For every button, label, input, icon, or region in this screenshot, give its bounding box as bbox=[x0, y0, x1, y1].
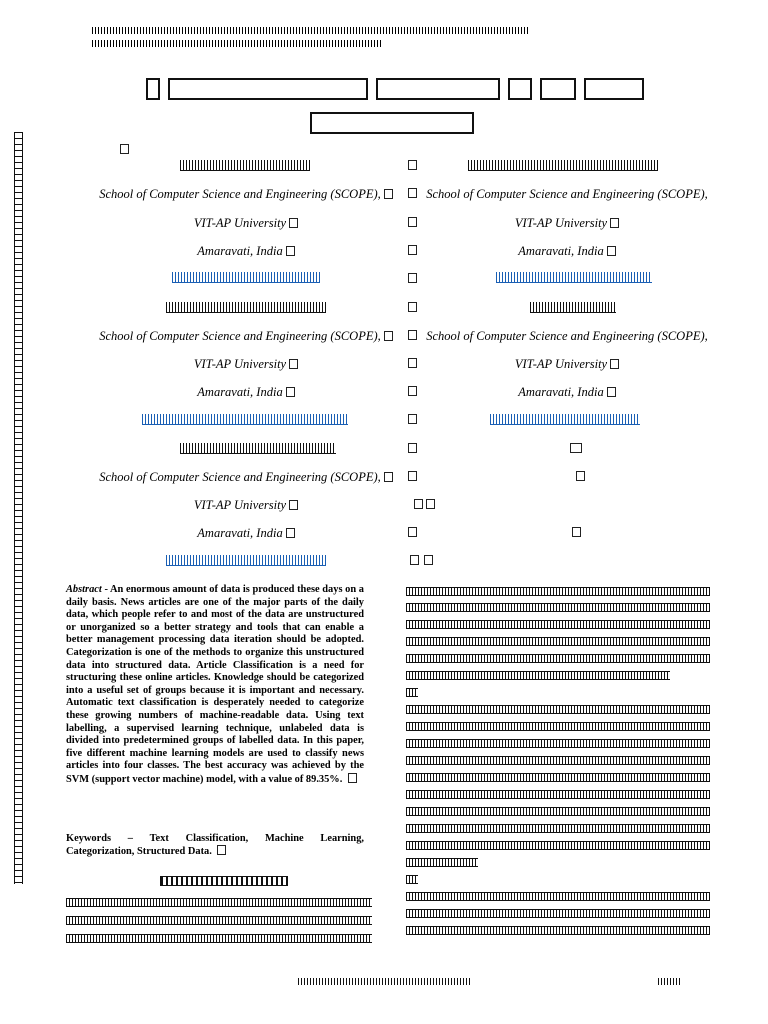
author-3-affiliation: School of Computer Science and Engineering (SCOPE), bbox=[96, 329, 396, 344]
glyph-box bbox=[414, 499, 423, 509]
author-name-5 bbox=[180, 443, 336, 454]
glyph-box bbox=[426, 499, 435, 509]
author-name-4 bbox=[530, 302, 616, 313]
author-2-affiliation: School of Computer Science and Engineering (SCOPE), bbox=[426, 187, 708, 201]
glyph-box bbox=[408, 386, 417, 396]
glyph-box bbox=[408, 358, 417, 368]
author-name-2 bbox=[468, 160, 658, 171]
author-5-email-link[interactable] bbox=[166, 555, 326, 566]
author-4-location: Amaravati, India bbox=[425, 385, 709, 400]
glyph-box bbox=[408, 527, 417, 537]
author-1-email-link[interactable] bbox=[172, 272, 320, 283]
keywords: Keywords – Text Classification, Machine Learning, Categorization, Structured Data. bbox=[66, 833, 364, 857]
glyph-box bbox=[570, 443, 582, 453]
header-line-1 bbox=[92, 27, 530, 34]
margin-text-strip bbox=[14, 132, 23, 884]
glyph-box bbox=[408, 443, 417, 453]
author-1-affiliation: School of Computer Science and Engineering (SCOPE), bbox=[96, 187, 396, 202]
author-4-university: VIT-AP University bbox=[425, 357, 709, 372]
author-2-university: VIT-AP University bbox=[425, 216, 709, 231]
header-line-2 bbox=[92, 40, 382, 47]
section-heading-introduction bbox=[160, 876, 288, 886]
page-number bbox=[658, 978, 680, 985]
author-name-1 bbox=[180, 160, 310, 171]
glyph-box bbox=[408, 217, 417, 227]
glyph-box bbox=[408, 245, 417, 255]
glyph-box bbox=[408, 273, 417, 283]
glyph-box bbox=[576, 471, 585, 481]
abstract-text: - An enormous amount of data is produced these days on a daily basis. News articles are one of the major parts of the daily data, which people refer to and most of the data are unstructured or unorganized so a better strategy and tools that can enable a better management processing data iteration should be adopted. Categorization is one of the methods to organize this unstructured data into structured data. Article Classification is a need for structuring these online articles. Knowledge should be categorized into a useful set of groups because it is important and necessary. Automatic text classification is desperately needed to categorize these growing numbers of machine-readable data. Using text labelling, a supervised learning technique, unlabeled data is divided into predetermined groups of labelled data. In this paper, five different machine learning models are used to classify news articles into four classes. The best accuracy was achieved by the SVM (support vector machine) model, with a value of 89.35%. bbox=[66, 584, 364, 785]
author-5-affiliation: School of Computer Science and Engineering (SCOPE), bbox=[96, 470, 396, 485]
author-name-3 bbox=[166, 302, 326, 313]
author-3-location: Amaravati, India bbox=[96, 385, 396, 400]
glyph-box bbox=[408, 414, 417, 424]
author-2-location: Amaravati, India bbox=[425, 244, 709, 259]
glyph-box bbox=[408, 188, 417, 198]
glyph-box bbox=[572, 527, 581, 537]
glyph-box bbox=[408, 471, 417, 481]
glyph-box bbox=[408, 330, 417, 340]
footer-text bbox=[298, 978, 472, 985]
author-3-university: VIT-AP University bbox=[96, 357, 396, 372]
author-5-university: VIT-AP University bbox=[96, 498, 396, 513]
glyph-box bbox=[424, 555, 433, 565]
glyph-box bbox=[410, 555, 419, 565]
glyph-box bbox=[408, 302, 417, 312]
abstract bbox=[66, 584, 364, 787]
author-4-affiliation: School of Computer Science and Engineering (SCOPE), bbox=[426, 329, 708, 343]
abstract-label: Abstract bbox=[66, 584, 102, 595]
author-2-email-link[interactable] bbox=[496, 272, 652, 283]
author-5-location: Amaravati, India bbox=[96, 526, 396, 541]
author-1-university: VIT-AP University bbox=[96, 216, 396, 231]
author-3-email-link[interactable] bbox=[142, 414, 348, 425]
glyph-box bbox=[120, 144, 129, 154]
author-1-location: Amaravati, India bbox=[96, 244, 396, 259]
author-4-email-link[interactable] bbox=[490, 414, 640, 425]
glyph-box bbox=[408, 160, 417, 170]
